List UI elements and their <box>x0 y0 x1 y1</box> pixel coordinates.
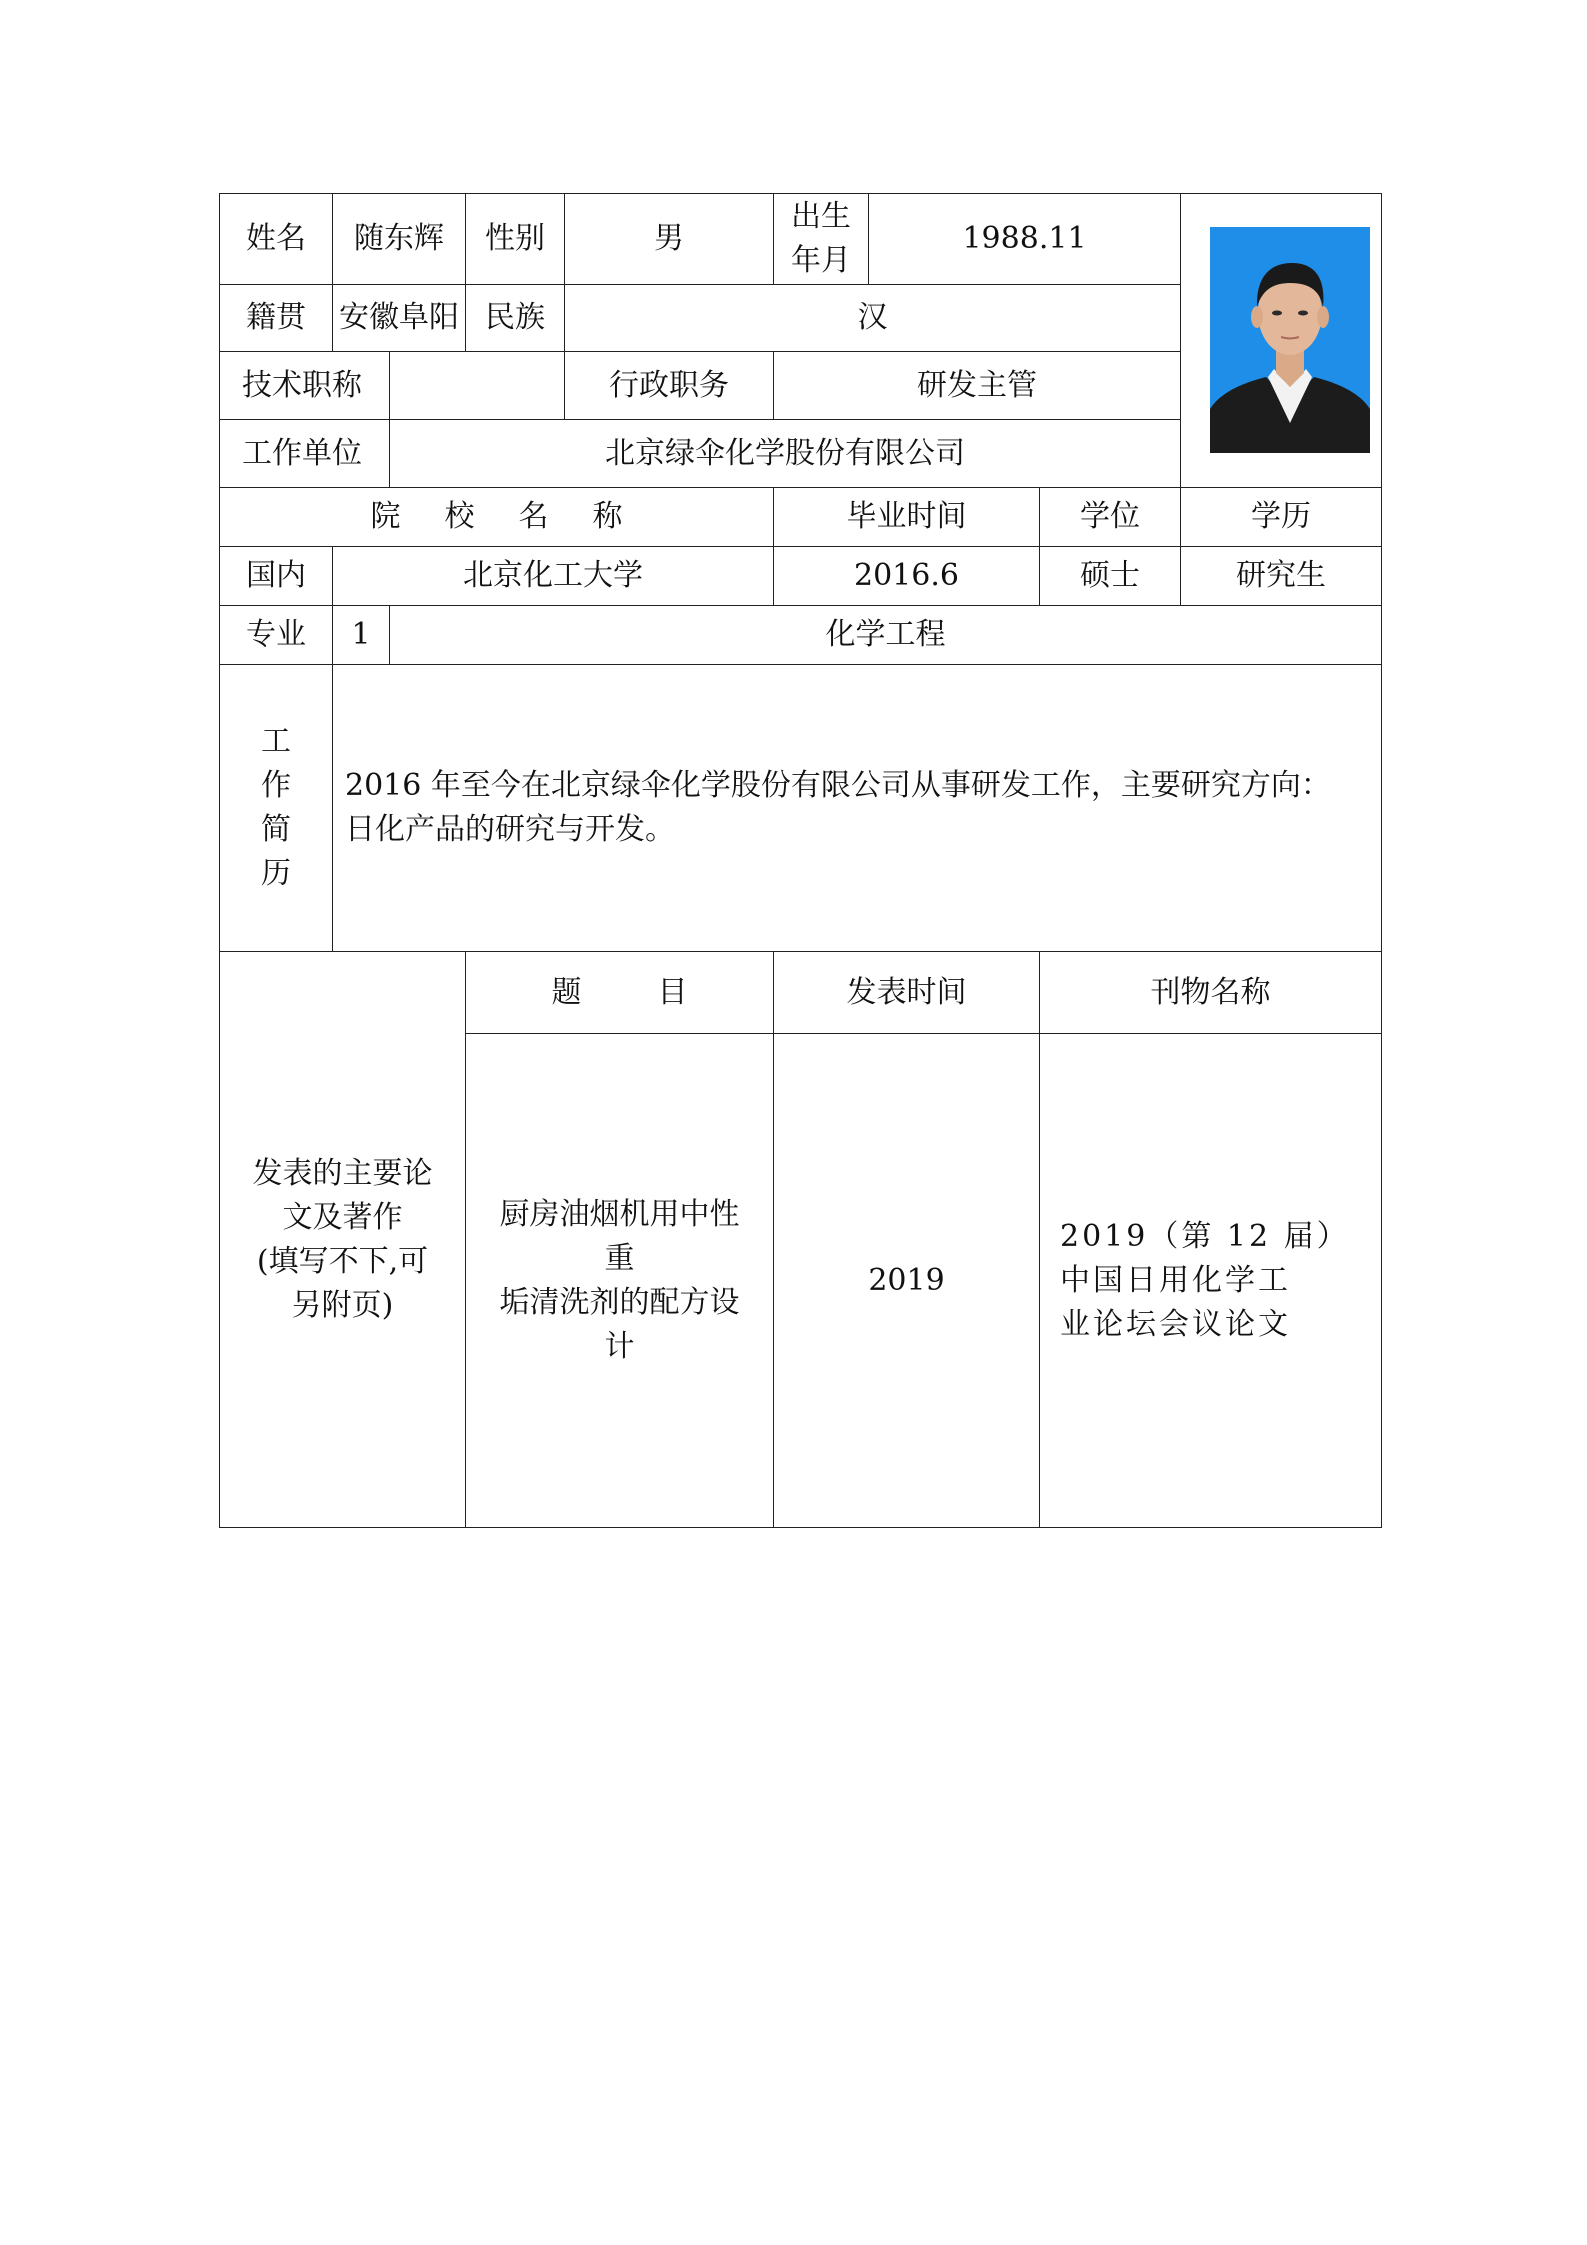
paper-title-line-1: 厨房油烟机用中性重 <box>499 1196 740 1276</box>
birth-label <box>774 194 869 285</box>
papers-label-line-2: 文及著作 <box>282 1199 403 1235</box>
school-header-char-3: 名 <box>518 499 549 534</box>
row-education-header <box>220 488 1382 547</box>
row-major <box>220 606 1382 665</box>
degree-value: 硕士 <box>1040 547 1181 606</box>
row-papers-header <box>220 952 1382 1034</box>
school-name-header <box>220 488 774 547</box>
row-education-domestic <box>220 547 1382 606</box>
work-history-line-2: 日化产品的研究与开发。 <box>345 812 675 847</box>
school-value: 北京化工大学 <box>333 547 774 606</box>
grad-time-value: 2016.6 <box>774 547 1040 606</box>
birth-label-line1: 出生 <box>791 199 851 234</box>
degree-header: 学位 <box>1040 488 1181 547</box>
papers-label-line-4: 另附页) <box>291 1287 394 1323</box>
papers-label <box>220 952 466 1528</box>
admin-post-label: 行政职务 <box>565 352 774 420</box>
gender-value: 男 <box>565 194 774 285</box>
school-header-char-1: 院 <box>370 499 401 534</box>
major-index: 1 <box>333 606 390 665</box>
papers-label-line-3: (填写不下,可 <box>256 1243 429 1279</box>
work-label-char-1: 工 <box>261 724 291 759</box>
row-name <box>220 194 1382 285</box>
name-value: 随东辉 <box>333 194 466 285</box>
paper-title-header-char-1: 题 <box>551 974 582 1010</box>
work-label-char-4: 历 <box>261 856 291 891</box>
birth-label-line2: 年月 <box>791 243 851 278</box>
photo-cell <box>1181 194 1382 488</box>
paper-journal <box>1040 1034 1382 1528</box>
birth-value: 1988.11 <box>869 194 1181 285</box>
paper-title-header-char-2: 目 <box>657 974 688 1010</box>
papers-label-line-1: 发表的主要论 <box>252 1155 433 1191</box>
work-label-char-2: 作 <box>261 768 291 803</box>
personal-info-form <box>219 193 1382 1528</box>
portrait-photo-icon <box>1210 227 1370 453</box>
origin-label: 籍贯 <box>220 285 333 352</box>
employer-value: 北京绿伞化学股份有限公司 <box>390 420 1181 488</box>
education-type: 国内 <box>220 547 333 606</box>
row-work-history <box>220 665 1382 952</box>
origin-value: 安徽阜阳 <box>333 285 466 352</box>
paper-title-header <box>466 952 774 1034</box>
paper-time-header: 发表时间 <box>774 952 1040 1034</box>
work-history-line-1: 2016 年至今在北京绿伞化学股份有限公司从事研发工作，主要研究方向： <box>345 768 1331 803</box>
paper-journal-header: 刊物名称 <box>1040 952 1382 1034</box>
admin-post-value: 研发主管 <box>774 352 1181 420</box>
ethnicity-label: 民族 <box>466 285 565 352</box>
paper-journal-line-2: 中国日用化学工 <box>1060 1262 1291 1298</box>
work-label-char-3: 简 <box>261 812 291 847</box>
tech-title-value <box>390 352 565 420</box>
school-header-char-2: 校 <box>444 499 475 534</box>
name-label: 姓名 <box>220 194 333 285</box>
work-history-text <box>333 665 1382 952</box>
paper-title <box>466 1034 774 1528</box>
employer-label: 工作单位 <box>220 420 390 488</box>
paper-journal-line-3: 业论坛会议论文 <box>1060 1306 1291 1342</box>
ethnicity-value: 汉 <box>565 285 1181 352</box>
paper-journal-line-1: 2019（第 12 届） <box>1060 1218 1350 1254</box>
tech-title-label: 技术职称 <box>220 352 390 420</box>
education-value: 研究生 <box>1181 547 1382 606</box>
gender-label: 性别 <box>466 194 565 285</box>
grad-time-header: 毕业时间 <box>774 488 1040 547</box>
major-label: 专业 <box>220 606 333 665</box>
paper-title-line-2: 垢清洗剂的配方设计 <box>499 1284 740 1364</box>
education-header: 学历 <box>1181 488 1382 547</box>
school-header-char-4: 称 <box>592 499 623 534</box>
major-value: 化学工程 <box>390 606 1382 665</box>
paper-time: 2019 <box>774 1034 1040 1528</box>
work-history-label <box>220 665 333 952</box>
